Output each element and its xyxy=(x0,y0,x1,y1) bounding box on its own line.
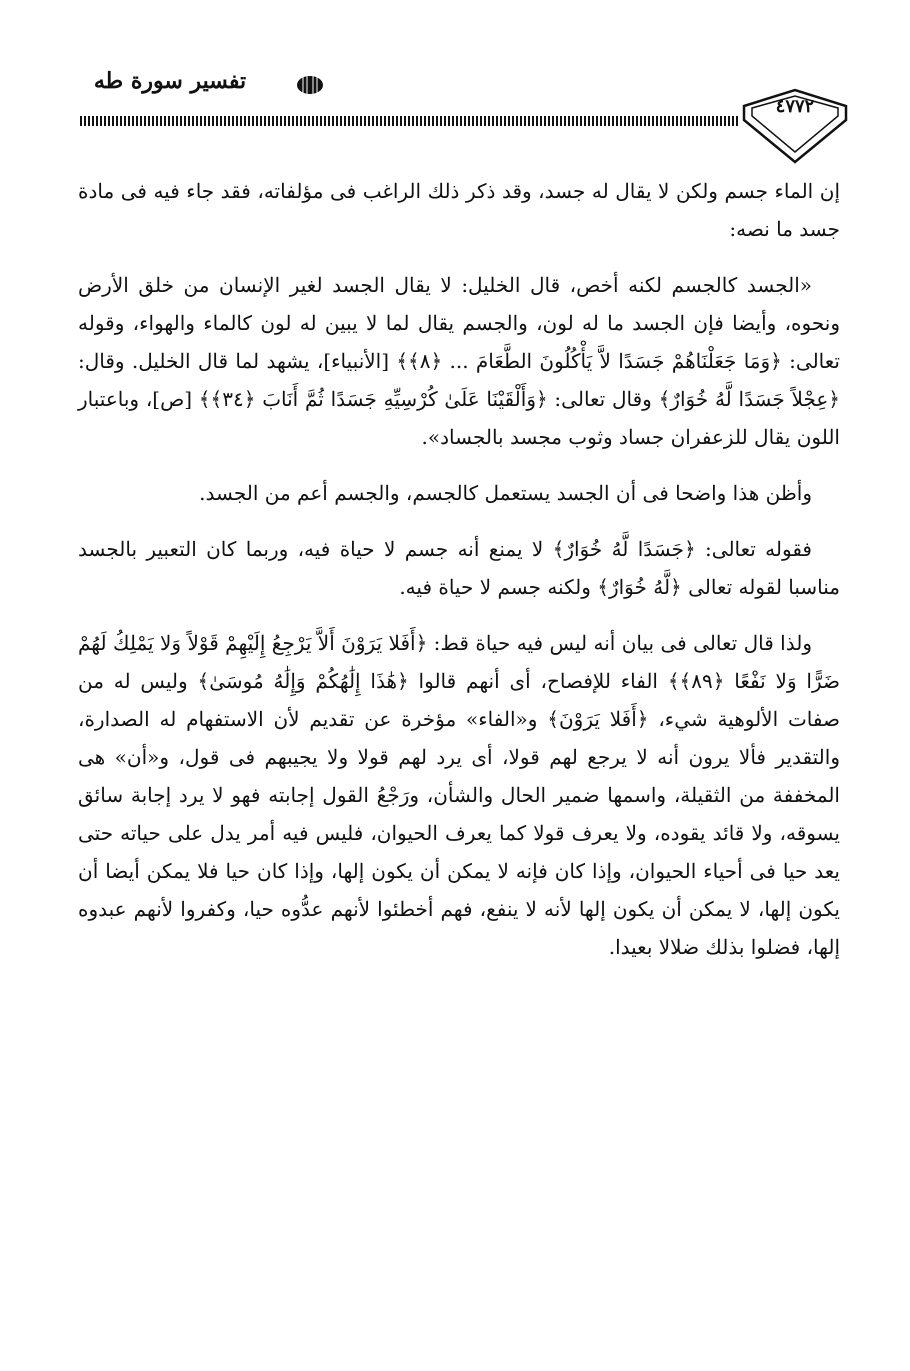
paragraph: ولذا قال تعالى فى بيان أنه ليس فيه حياة قط: ﴿أَفَلا يَرَوْنَ أَلاَّ يَرْجِعُ إِلَيْهِمْ قَوْلاً وَلا يَمْلِكُ لَهُمْ ضَرًّا وَلا نَفْعًا ﴿٨٩﴾﴾ الفاء للإفصاح، أى أنهم قالوا ﴿هَٰذَا إِلَٰهُكُمْ وَإِلَٰهُ مُوسَىٰ﴾ وليس له من صفات الألوهية شيء، ﴿أَفَلا يَرَوْنَ﴾ و«الفاء» مؤخرة عن تقديم لأن الاستفهام له الصدارة، والتقدير فألا يرون أنه لا يرجع لهم قولا، أى يرد لهم قولا ولا يجيبهم فى قول، و«أن» هى المخففة من الثقيلة، واسمها ضمير الحال والشأن، ورَجْعُ القول إجابته فهو لا يرد إجابة سائق يسوقه، ولا قائد يقوده، ولا يعرف قولا كما يعرف الحيوان، فليس فيه أمر يدل على حياته حتى يعد حيا فى أحياء الحيوان، وإذا كان فإنه لا يمكن أن يكون إلها، وإذا كان حيا فلا يمكن أيضا أن يكون إلها، لا يمكن أن يكون إلها لأنه لا ينفع، فهم أخطئوا لأنهم عدُّوه حيا، وكفروا لأنهم عبدوه إلها، فضلوا بذلك ضلالا بعيدا. xyxy=(78,631,840,959)
paragraph: وأظن هذا واضحا فى أن الجسد يستعمل كالجسم، والجسم أعم من الجسد. xyxy=(199,481,812,505)
header-ornament-icon xyxy=(295,74,325,96)
paragraph: إن الماء جسم ولكن لا يقال له جسد، وقد ذكر ذلك الراغب فى مؤلفاته، فقد جاء فيه فى مادة جسد ما نصه: xyxy=(78,179,840,241)
paragraph: فقوله تعالى: ﴿جَسَدًا لَّهُ خُوَارٌ﴾ لا يمنع أنه جسم لا حياة فيه، وربما كان التعبير بالجسد مناسبا لقوله تعالى ﴿لَّهُ خُوَارٌ﴾ ولكنه جسم لا حياة فيه. xyxy=(78,537,840,599)
running-title: تفسير سورة طه xyxy=(93,68,247,94)
page-header xyxy=(0,0,910,170)
quotation-paragraph: «الجسد كالجسم لكنه أخص، قال الخليل: لا يقال الجسد لغير الإنسان من خلق الأرض ونحوه، وأيضا فإن الجسد ما له لون، والجسم يقال لما لا يبين له لون كالماء والهواء، وقوله تعالى: ﴿وَمَا جَعَلْنَاهُمْ جَسَدًا لاَّ يَأْكُلُونَ الطَّعَامَ ... ﴿٨﴾﴾ [الأنبياء]، يشهد لما قال الخليل. وقال: ﴿عِجْلاً جَسَدًا لَّهُ خُوَارٌ﴾ وقال تعالى: ﴿وَأَلْقَيْنَا عَلَىٰ كُرْسِيِّهِ جَسَدًا ثُمَّ أَنَابَ ﴿٣٤﴾﴾ [ص]، وباعتبار اللون يقال للزعفران جساد وثوب مجسد بالجساد». xyxy=(78,273,841,449)
header-rule xyxy=(80,116,740,126)
page-body xyxy=(78,172,840,966)
page-number: ٤٧٧٢ xyxy=(775,96,815,117)
